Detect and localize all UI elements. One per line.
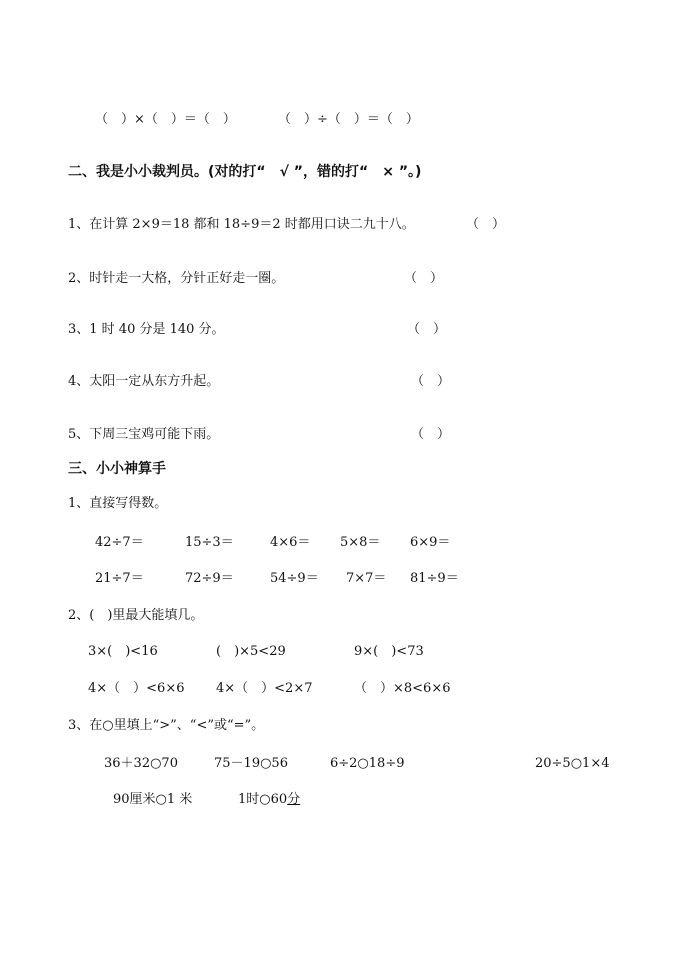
q1-r1-c4: 5×8＝ — [340, 535, 381, 550]
q3-r1-c1: 36＋32○70 — [104, 756, 178, 771]
q2-r2-c1: 4×（ ）<6×6 — [88, 681, 185, 696]
judge-item-3-blank[interactable]: （ ） — [407, 322, 447, 337]
q1-r1-c3: 4×6＝ — [270, 535, 311, 550]
judge-item-2-text: 2、时针走一大格，分针正好走一圈。 — [68, 271, 285, 286]
judge-item-2-blank[interactable]: （ ） — [404, 271, 444, 286]
q1-r1-c1: 42÷7＝ — [95, 535, 144, 550]
q2-r2-c2: 4×（ ）<2×7 — [216, 681, 313, 696]
judge-item-1-text: 1、在计算 2×9＝18 都和 18÷9＝2 时都用口诀二九十八。 — [68, 217, 415, 232]
q2-r1-c3: 9×( )<73 — [354, 644, 424, 659]
q1-r2-c2: 72÷9＝ — [185, 571, 234, 586]
q3-r2-c1: 90厘米○1 米 — [113, 792, 193, 807]
q1-label: 1、直接写得数。 — [68, 496, 168, 511]
q3-r2-c2-unit: 分 — [287, 792, 301, 807]
q1-r2-c1: 21÷7＝ — [95, 571, 144, 586]
q2-r2-c3: （ ）×8<6×6 — [354, 681, 451, 696]
q1-r2-c5: 81÷9＝ — [410, 571, 459, 586]
q3-r2-c2 — [238, 793, 300, 806]
judge-item-1-blank[interactable]: （ ） — [466, 217, 506, 232]
top-expression-divide: （ ）÷（ ）＝（ ） — [278, 112, 419, 127]
q2-label: 2、( )里最大能填几。 — [68, 608, 204, 623]
section2-title: 二、我是小小裁判员。(对的打“ √ ”，错的打“ × ”。) — [68, 164, 422, 180]
judge-item-3-text: 3、1 时 40 分是 140 分。 — [68, 322, 225, 337]
q3-r2-c2-expr: 1时○60 — [238, 792, 288, 807]
judge-item-4-blank[interactable]: （ ） — [411, 374, 451, 389]
q3-r1-c3: 6÷2○18÷9 — [330, 756, 405, 771]
q1-r2-c3: 54÷9＝ — [270, 571, 319, 586]
top-expression-multiply: （ ）×（ ）＝（ ） — [95, 112, 236, 127]
q3-label: 3、在○里填上“>”、“<”或“=”。 — [68, 718, 265, 733]
q3-r1-c2: 75－19○56 — [214, 756, 288, 771]
q1-r2-c4: 7×7＝ — [346, 571, 387, 586]
q1-r1-c5: 6×9＝ — [410, 535, 451, 550]
judge-item-5-blank[interactable]: （ ） — [411, 427, 451, 442]
judge-item-4-text: 4、太阳一定从东方升起。 — [68, 374, 220, 389]
q2-r1-c1: 3×( )<16 — [88, 644, 158, 659]
q2-r1-c2: ( )×5<29 — [216, 644, 286, 659]
q1-r1-c2: 15÷3＝ — [185, 535, 234, 550]
section3-title: 三、小小神算手 — [68, 461, 166, 477]
judge-item-5-text: 5、下周三宝鸡可能下雨。 — [68, 427, 220, 442]
q3-r1-c4: 20÷5○1×4 — [535, 756, 610, 771]
